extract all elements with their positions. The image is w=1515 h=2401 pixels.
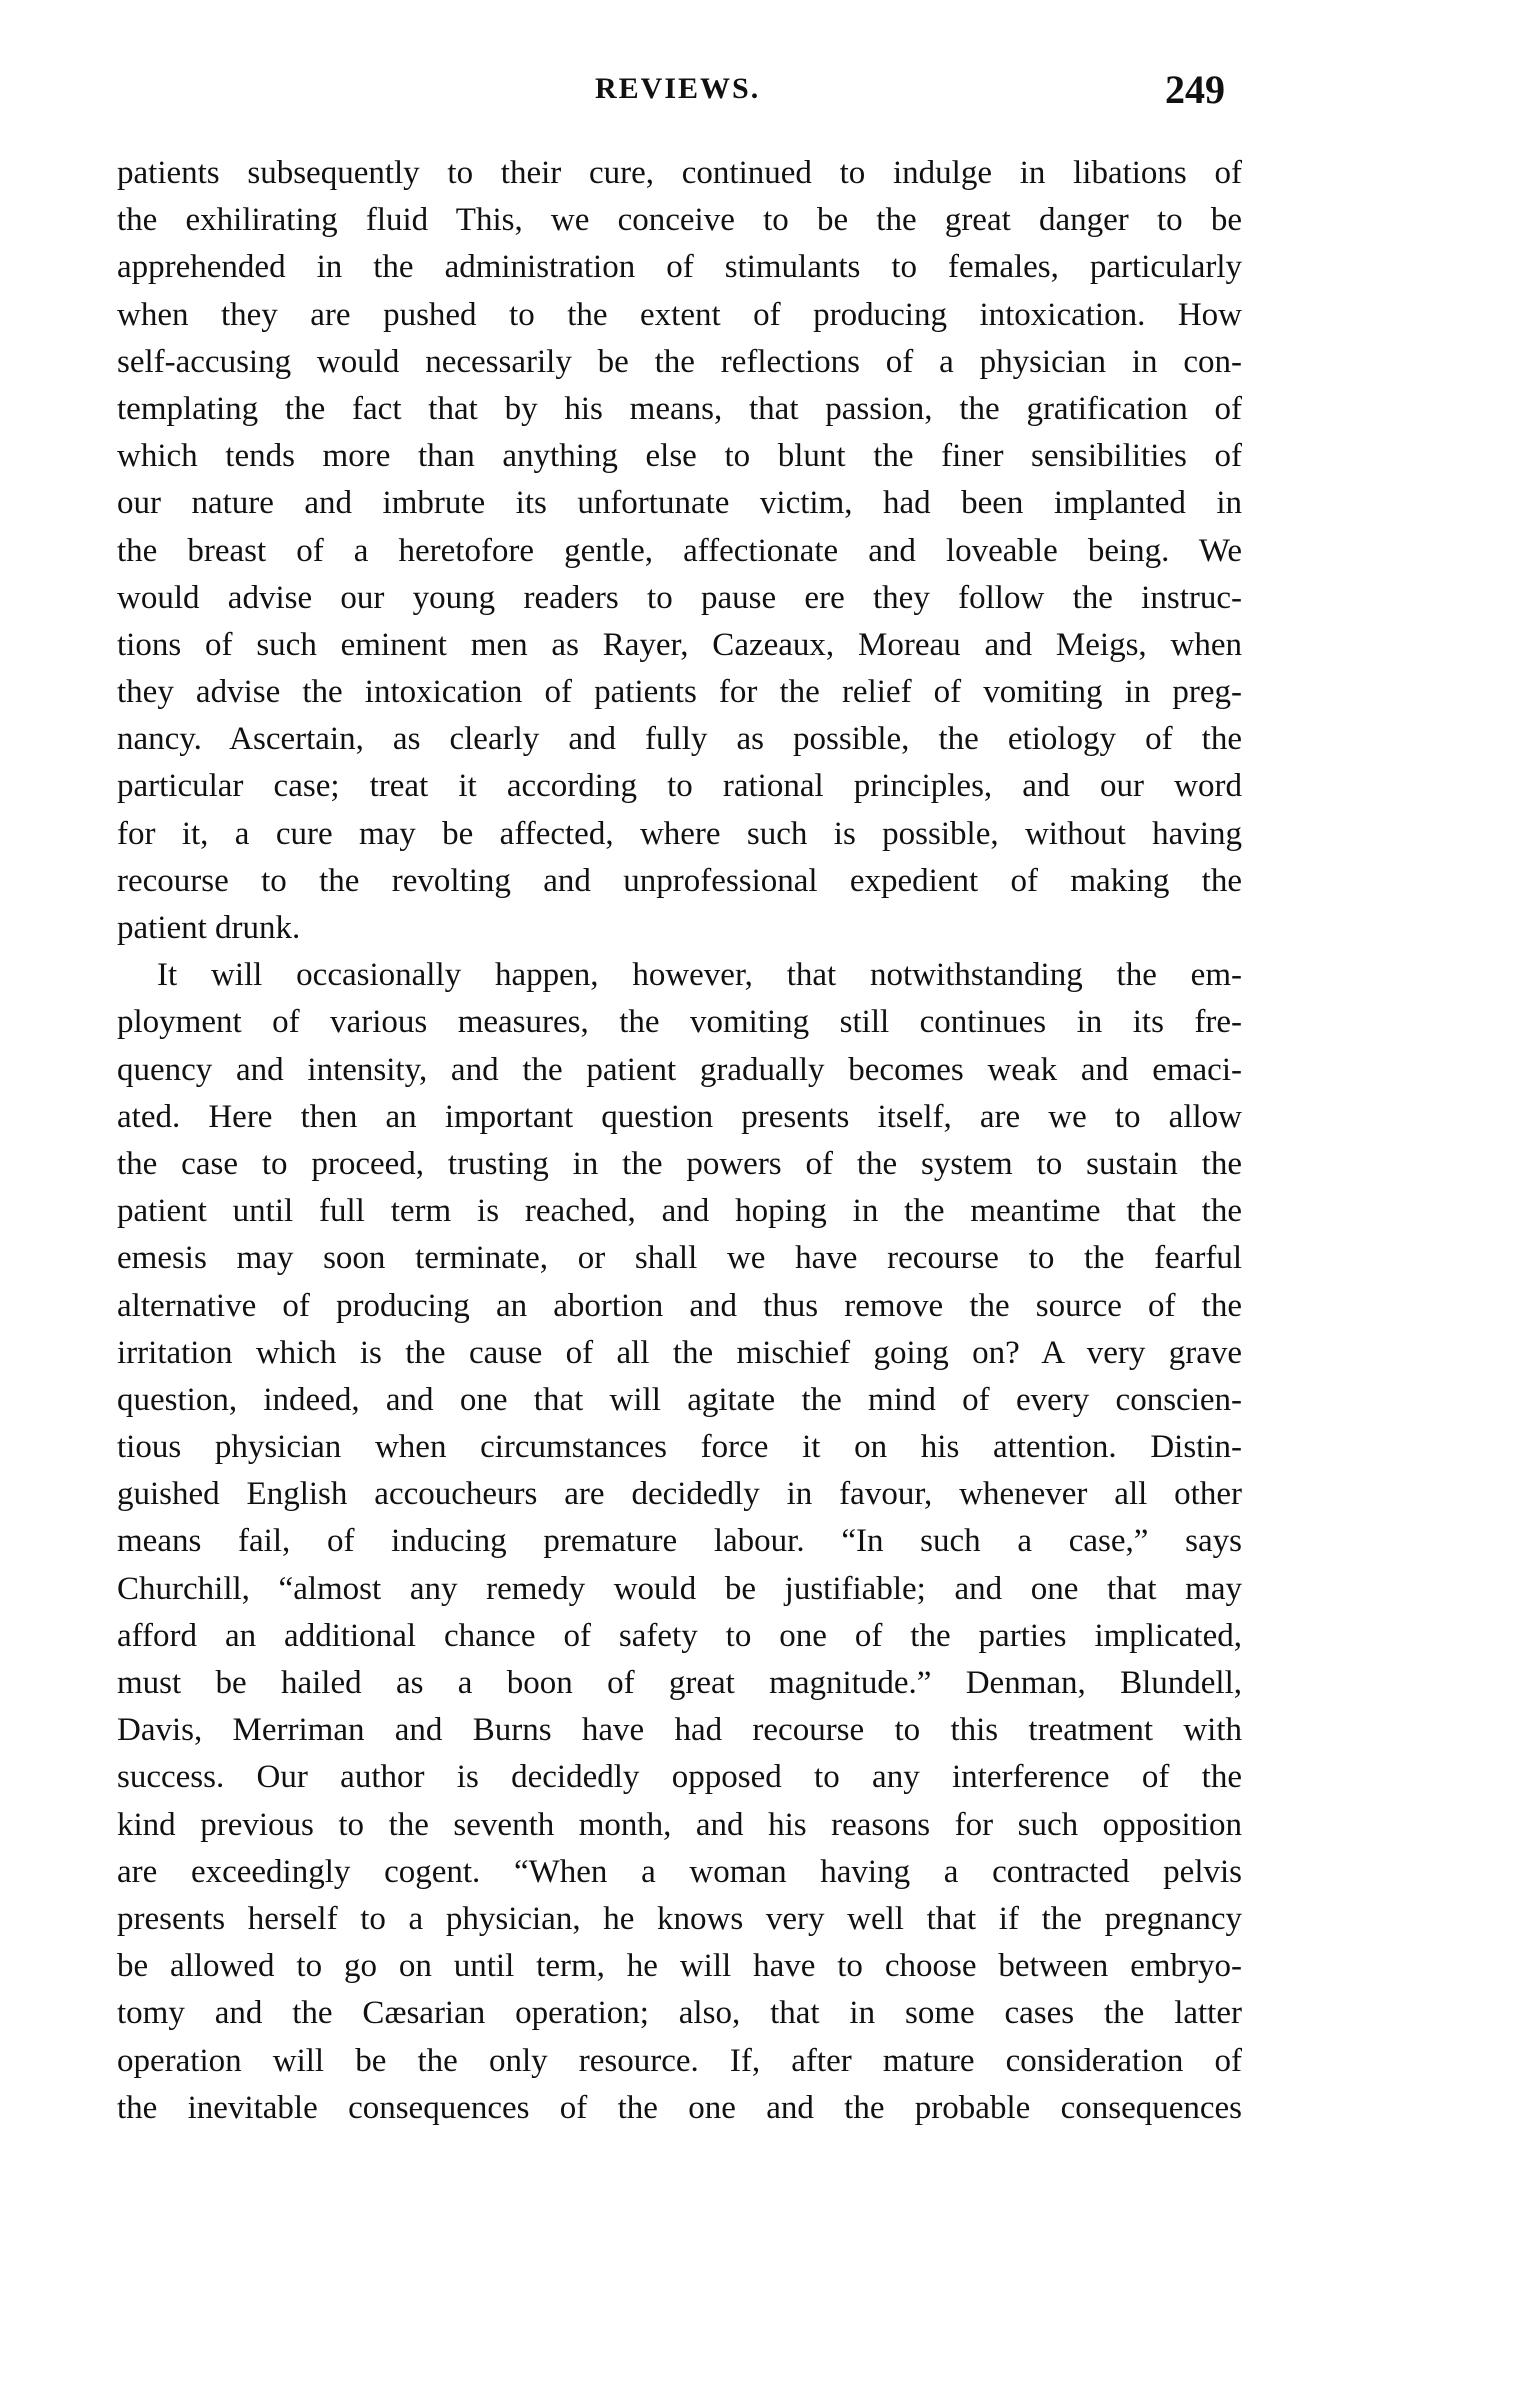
running-title: REVIEWS. — [595, 72, 761, 105]
text-line: tomy and the Cæsarian operation; also, that in some cases the latter — [117, 1995, 1242, 2032]
text-line: success. Our author is decidedly opposed to any interference of the — [117, 1759, 1242, 1796]
text-line: when they are pushed to the extent of producing intoxication. How — [117, 296, 1242, 333]
text-line: they advise the intoxication of patients for the relief of vomiting in preg- — [117, 674, 1242, 711]
text-line: quency and intensity, and the patient gradually becomes weak and emaci- — [117, 1051, 1242, 1088]
text-line: are exceedingly cogent. “When a woman having a contracted pelvis — [117, 1853, 1242, 1890]
text-line: question, indeed, and one that will agitate the mind of every conscien- — [117, 1381, 1242, 1418]
text-line: the exhilirating fluid This, we conceive to be the great danger to be — [117, 202, 1242, 239]
text-line: kind previous to the seventh month, and his reasons for such opposition — [117, 1806, 1242, 1843]
text-line: afford an additional chance of safety to one of the parties implicated, — [117, 1617, 1242, 1654]
text-line: patients subsequently to their cure, continued to indulge in libations of — [117, 155, 1242, 191]
text-line: recourse to the revolting and unprofessional expedient of making the — [117, 862, 1242, 899]
text-line: apprehended in the administration of stimulants to females, particularly — [117, 249, 1242, 286]
text-line: Churchill, “almost any remedy would be justifiable; and one that may — [117, 1570, 1242, 1607]
text-line: guished English accoucheurs are decidedly in favour, whenever all other — [117, 1476, 1242, 1513]
text-line: be allowed to go on until term, he will have to choose between embryo- — [117, 1948, 1242, 1985]
paragraph — [117, 150, 1242, 952]
text-line: operation will be the only resource. If, after mature consideration of — [117, 2042, 1242, 2079]
text-line: particular case; treat it according to rational principles, and our word — [117, 768, 1242, 805]
text-line: nancy. Ascertain, as clearly and fully as possible, the etiology of the — [117, 721, 1242, 758]
text-line: tions of such eminent men as Rayer, Cazeaux, Moreau and Meigs, when — [117, 626, 1242, 663]
text-line: means fail, of inducing premature labour. “In such a case,” says — [117, 1523, 1242, 1560]
paragraph — [117, 952, 1242, 2132]
text-line: irritation which is the cause of all the mischief going on? A very grave — [117, 1334, 1242, 1371]
running-head — [0, 67, 1515, 122]
text-line: ployment of various measures, the vomiting still continues in its fre- — [117, 1004, 1242, 1041]
text-line: presents herself to a physician, he knows very well that if the pregnancy — [117, 1900, 1242, 1937]
page-number: 249 — [1165, 67, 1225, 112]
text-line: the case to proceed, trusting in the powers of the system to sustain the — [117, 1145, 1242, 1182]
text-line: emesis may soon terminate, or shall we have recourse to the fearful — [117, 1240, 1242, 1277]
text-line: must be hailed as a boon of great magnitude.” Denman, Blundell, — [117, 1665, 1242, 1701]
text-line: patient until full term is reached, and hoping in the meantime that the — [117, 1193, 1242, 1230]
text-line: patient drunk. — [117, 910, 301, 946]
text-line: self-accusing would necessarily be the reflections of a physician in con- — [117, 343, 1242, 380]
text-line: the inevitable consequences of the one and the probable consequences — [117, 2089, 1242, 2126]
text-line: It will occasionally happen, however, that notwithstanding the em- — [157, 957, 1242, 994]
body-text — [117, 150, 1242, 2132]
text-line: which tends more than anything else to blunt the finer sensibilities of — [117, 438, 1242, 475]
text-line: templating the fact that by his means, that passion, the gratification of — [117, 390, 1242, 427]
text-line: would advise our young readers to pause ere they follow the instruc- — [117, 579, 1242, 616]
text-line: for it, a cure may be affected, where such is possible, without having — [117, 815, 1242, 852]
text-line: Davis, Merriman and Burns have had recourse to this treatment with — [117, 1712, 1242, 1749]
text-line: tious physician when circumstances force it on his attention. Distin- — [117, 1429, 1242, 1466]
text-line: the breast of a heretofore gentle, affectionate and loveable being. We — [117, 532, 1242, 569]
text-line: ated. Here then an important question presents itself, are we to allow — [117, 1098, 1242, 1135]
text-line: our nature and imbrute its unfortunate victim, had been implanted in — [117, 485, 1242, 522]
text-line: alternative of producing an abortion and thus remove the source of the — [117, 1287, 1242, 1324]
